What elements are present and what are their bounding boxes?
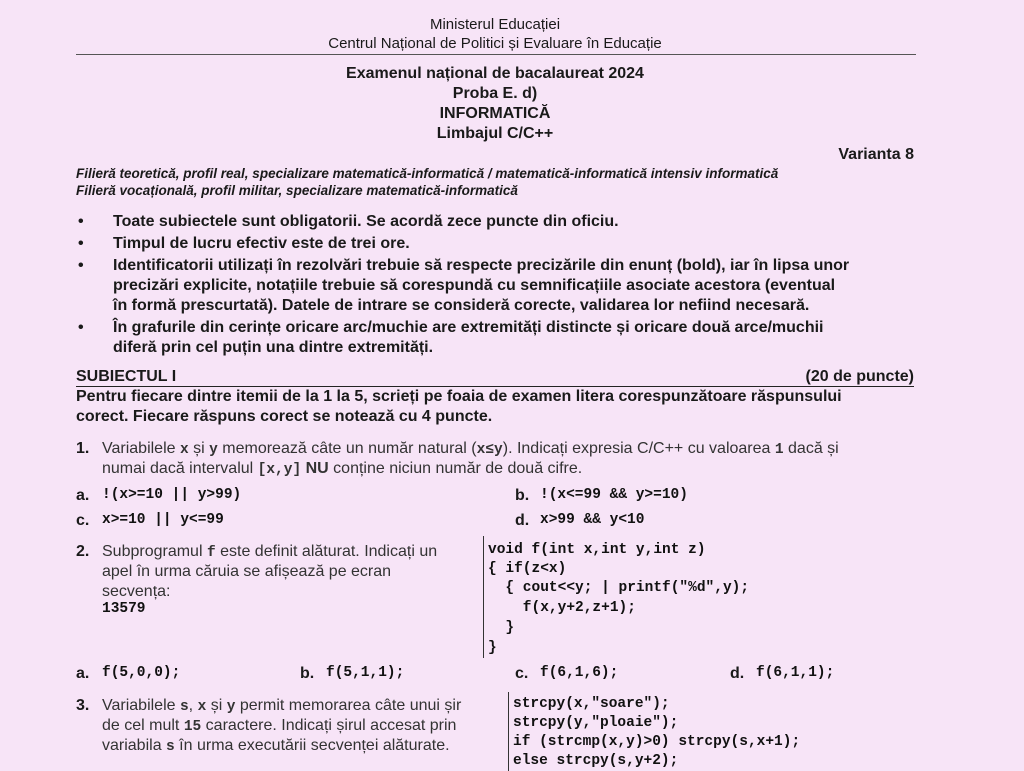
section-instructions-1: Pentru fiecare dintre itemii de la 1 la 5, scrieți pe foaia de examen litera corespunzătoare răspunsului (76, 388, 842, 405)
q2-code-line: { cout<<y; | printf("%d",y); (488, 580, 750, 596)
exam-proba: Proba E. d) (452, 85, 538, 102)
rule-2: Timpul de lucru efectiv este de trei ore. (113, 235, 410, 252)
q3-code-line: strcpy(y,"ploaie"); (513, 715, 679, 731)
center-header: Centrul Național de Politici și Evaluare în Educație (328, 35, 662, 52)
exam-title: Examenul național de bacalaureat 2024 (346, 65, 644, 82)
option-letter: c. (76, 512, 90, 529)
q3-code-line: strcpy(x,"soare"); (513, 696, 670, 712)
rule-1: Toate subiectele sunt obligatorii. Se acordă zece puncte din oficiu. (113, 213, 619, 230)
exam-subject: INFORMATICĂ (439, 105, 551, 122)
option-letter: c. (515, 665, 529, 682)
question-number: 1. (76, 440, 90, 457)
question-number: 3. (76, 697, 90, 714)
q3-text-line-3: variabila s în urma executării secvenței alăturate. (102, 737, 450, 755)
q1-option-c: x>=10 || y<=99 (102, 512, 224, 528)
q2-text-line-1: Subprogramul f este definit alăturat. Indicați un (102, 543, 438, 561)
section-instructions-2: corect. Fiecare răspuns corect se notează cu 4 puncte. (76, 408, 493, 425)
option-letter: b. (515, 487, 530, 504)
rule-3-line-1: Identificatorii utilizați în rezolvări trebuie să respecte precizările din enunț (bold), iar în lipsa unor (113, 257, 850, 274)
profile-line-1: Filieră teoretică, profil real, specializare matematică-informatică / matematică-informatică intensiv informatică (76, 166, 779, 181)
bullet-icon: • (78, 213, 84, 230)
exam-language: Limbajul C/C++ (436, 125, 554, 142)
q2-option-d: f(6,1,1); (756, 665, 835, 681)
q1-option-b: !(x<=99 && y>=10) (540, 487, 688, 503)
question-number: 2. (76, 543, 90, 560)
option-letter: d. (730, 665, 745, 682)
q3-code-divider (508, 692, 509, 771)
q1-option-a: !(x>=10 || y>99) (102, 487, 242, 503)
profile-line-2: Filieră vocațională, profil militar, specializare matematică-informatică (76, 183, 518, 198)
section-title: SUBIECTUL I (76, 368, 177, 385)
option-letter: a. (76, 487, 90, 504)
q2-sequence: 13579 (102, 601, 146, 617)
rule-4-line-1: În grafurile din cerințe oricare arc/muchie are extremități distincte și oricare două arce/muchii (113, 319, 824, 336)
q1-text-line-2: numai dacă intervalul [x,y] NU conține niciun număr de două cifre. (102, 460, 583, 478)
q2-code-line: f(x,y+2,z+1); (488, 600, 636, 616)
q2-code-divider (483, 536, 484, 658)
option-letter: d. (515, 512, 530, 529)
header-divider (76, 54, 916, 55)
rule-3-line-2: precizări explicite, notațiile trebuie să corespundă cu semnificațiile asociate acestora (eventual (113, 277, 836, 294)
variant-label: Varianta 8 (838, 146, 914, 163)
q3-text-line-1: Variabilele s, x și y permit memorarea câte unui șir (102, 697, 462, 715)
q3-code-line: else strcpy(s,y+2); (513, 753, 679, 769)
q1-text-line-1: Variabilele x și y memorează câte un număr natural (x≤y). Indicați expresia C/C++ cu valoarea 1 dacă și (102, 440, 839, 458)
q2-code-line: } (488, 620, 515, 636)
section-divider (76, 386, 914, 387)
q2-option-a: f(5,0,0); (102, 665, 181, 681)
q3-code-line: if (strcmp(x,y)>0) strcpy(s,x+1); (513, 734, 801, 750)
q2-code-line: { if(z<x) (488, 561, 567, 577)
q1-option-d: x>99 && y<10 (540, 512, 645, 528)
option-letter: b. (300, 665, 315, 682)
q2-code-line: void f(int x,int y,int z) (488, 542, 706, 558)
option-letter: a. (76, 665, 90, 682)
q2-text-line-3: secvența: (102, 583, 171, 600)
rule-3-line-3: în formă prescurtată). Datele de intrare se consideră corecte, validarea lor nefiind necesară. (113, 297, 810, 314)
bullet-icon: • (78, 235, 84, 252)
q3-text-line-2: de cel mult 15 caractere. Indicați șirul accesat prin (102, 717, 457, 735)
ministry-header: Ministerul Educației (429, 16, 561, 33)
q2-option-b: f(5,1,1); (326, 665, 405, 681)
q2-code-line: } (488, 640, 497, 656)
q2-text-line-2: apel în urma căruia se afișează pe ecran (102, 563, 392, 580)
bullet-icon: • (78, 257, 84, 274)
section-points: (20 de puncte) (805, 368, 914, 385)
q2-option-c: f(6,1,6); (540, 665, 619, 681)
bullet-icon: • (78, 319, 84, 336)
rule-4-line-2: diferă prin cel puțin una dintre extremități. (113, 339, 434, 356)
